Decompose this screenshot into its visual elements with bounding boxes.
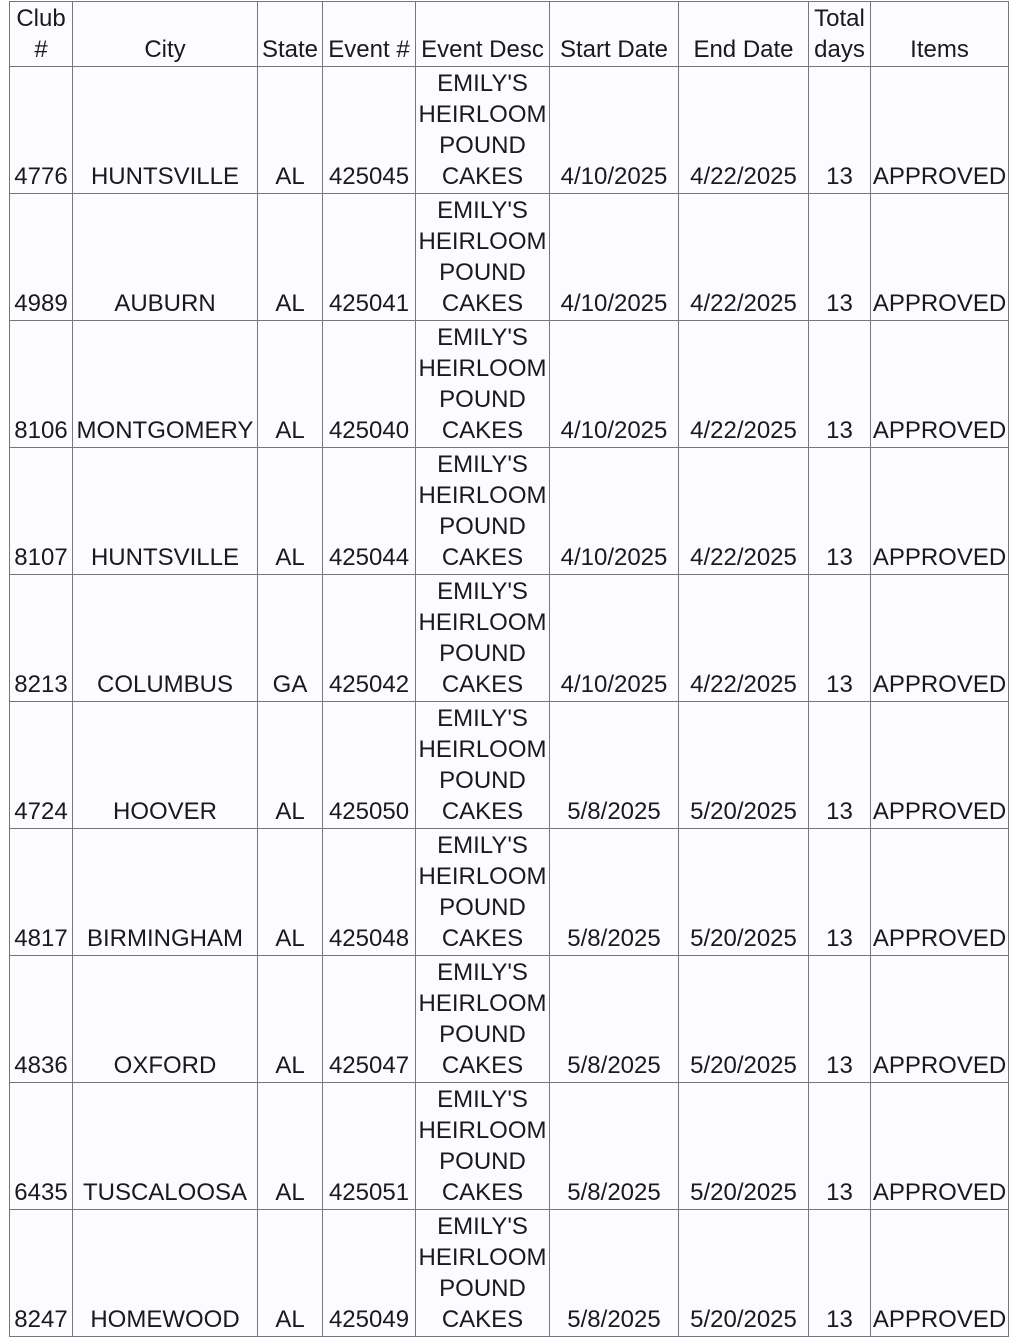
header-start-date[interactable]: Start Date bbox=[550, 2, 679, 67]
cell-items[interactable]: APPROVED bbox=[871, 448, 1009, 575]
cell-start-date[interactable]: 5/8/2025 bbox=[550, 1083, 679, 1210]
cell-state[interactable]: GA bbox=[258, 575, 323, 702]
header-event-number[interactable]: Event # bbox=[323, 2, 416, 67]
header-city[interactable]: City bbox=[73, 2, 258, 67]
table-row bbox=[10, 1210, 1009, 1337]
cell-event-number[interactable]: 425042 bbox=[323, 575, 416, 702]
cell-event-number[interactable]: 425051 bbox=[323, 1083, 416, 1210]
cell-start-date[interactable]: 4/10/2025 bbox=[550, 448, 679, 575]
header-items[interactable]: Items bbox=[871, 2, 1009, 67]
cell-event-desc[interactable]: EMILY'S HEIRLOOM POUND CAKES bbox=[416, 194, 550, 321]
cell-items[interactable]: APPROVED bbox=[871, 1210, 1009, 1337]
cell-items[interactable]: APPROVED bbox=[871, 1083, 1009, 1210]
cell-club[interactable]: 6435 bbox=[10, 1083, 73, 1210]
cell-club[interactable]: 8107 bbox=[10, 448, 73, 575]
cell-end-date[interactable]: 5/20/2025 bbox=[679, 1210, 809, 1337]
cell-items[interactable]: APPROVED bbox=[871, 194, 1009, 321]
cell-city[interactable]: MONTGOMERY bbox=[73, 321, 258, 448]
cell-total-days[interactable]: 13 bbox=[809, 448, 871, 575]
cell-city[interactable]: HOOVER bbox=[73, 702, 258, 829]
cell-state[interactable]: AL bbox=[258, 67, 323, 194]
cell-items[interactable]: APPROVED bbox=[871, 575, 1009, 702]
header-end-date[interactable]: End Date bbox=[679, 2, 809, 67]
cell-start-date[interactable]: 4/10/2025 bbox=[550, 321, 679, 448]
table-header bbox=[10, 2, 1009, 67]
table-row bbox=[10, 1083, 1009, 1210]
cell-end-date[interactable]: 4/22/2025 bbox=[679, 575, 809, 702]
header-total-days[interactable]: Total days bbox=[809, 2, 871, 67]
cell-event-number[interactable]: 425047 bbox=[323, 956, 416, 1083]
cell-total-days[interactable]: 13 bbox=[809, 1083, 871, 1210]
cell-total-days[interactable]: 13 bbox=[809, 575, 871, 702]
cell-city[interactable]: HUNTSVILLE bbox=[73, 448, 258, 575]
cell-end-date[interactable]: 4/22/2025 bbox=[679, 448, 809, 575]
cell-items[interactable]: APPROVED bbox=[871, 67, 1009, 194]
cell-state[interactable]: AL bbox=[258, 1210, 323, 1337]
cell-end-date[interactable]: 4/22/2025 bbox=[679, 67, 809, 194]
cell-city[interactable]: BIRMINGHAM bbox=[73, 829, 258, 956]
cell-club[interactable]: 4724 bbox=[10, 702, 73, 829]
cell-city[interactable]: HOMEWOOD bbox=[73, 1210, 258, 1337]
header-state[interactable]: State bbox=[258, 2, 323, 67]
cell-event-number[interactable]: 425044 bbox=[323, 448, 416, 575]
cell-start-date[interactable]: 4/10/2025 bbox=[550, 194, 679, 321]
table-row bbox=[10, 194, 1009, 321]
cell-start-date[interactable]: 5/8/2025 bbox=[550, 702, 679, 829]
cell-end-date[interactable]: 4/22/2025 bbox=[679, 321, 809, 448]
cell-end-date[interactable]: 5/20/2025 bbox=[679, 956, 809, 1083]
header-club[interactable]: Club # bbox=[10, 2, 73, 67]
header-row bbox=[10, 2, 1009, 67]
cell-state[interactable]: AL bbox=[258, 829, 323, 956]
cell-state[interactable]: AL bbox=[258, 702, 323, 829]
cell-total-days[interactable]: 13 bbox=[809, 1210, 871, 1337]
cell-club[interactable]: 4776 bbox=[10, 67, 73, 194]
cell-total-days[interactable]: 13 bbox=[809, 702, 871, 829]
cell-event-desc[interactable]: EMILY'S HEIRLOOM POUND CAKES bbox=[416, 702, 550, 829]
cell-start-date[interactable]: 5/8/2025 bbox=[550, 829, 679, 956]
table-body bbox=[10, 67, 1009, 1337]
cell-event-desc[interactable]: EMILY'S HEIRLOOM POUND CAKES bbox=[416, 956, 550, 1083]
cell-club[interactable]: 4817 bbox=[10, 829, 73, 956]
cell-total-days[interactable]: 13 bbox=[809, 194, 871, 321]
table-row bbox=[10, 829, 1009, 956]
cell-event-desc[interactable]: EMILY'S HEIRLOOM POUND CAKES bbox=[416, 448, 550, 575]
cell-club[interactable]: 8247 bbox=[10, 1210, 73, 1337]
cell-items[interactable]: APPROVED bbox=[871, 829, 1009, 956]
cell-start-date[interactable]: 5/8/2025 bbox=[550, 1210, 679, 1337]
cell-total-days[interactable]: 13 bbox=[809, 829, 871, 956]
cell-state[interactable]: AL bbox=[258, 1083, 323, 1210]
cell-event-number[interactable]: 425041 bbox=[323, 194, 416, 321]
cell-total-days[interactable]: 13 bbox=[809, 956, 871, 1083]
cell-end-date[interactable]: 5/20/2025 bbox=[679, 702, 809, 829]
cell-start-date[interactable]: 4/10/2025 bbox=[550, 575, 679, 702]
cell-city[interactable]: COLUMBUS bbox=[73, 575, 258, 702]
cell-event-desc[interactable]: EMILY'S HEIRLOOM POUND CAKES bbox=[416, 321, 550, 448]
cell-state[interactable]: AL bbox=[258, 194, 323, 321]
cell-city[interactable]: TUSCALOOSA bbox=[73, 1083, 258, 1210]
table-row bbox=[10, 321, 1009, 448]
cell-event-number[interactable]: 425045 bbox=[323, 67, 416, 194]
cell-city[interactable]: HUNTSVILLE bbox=[73, 67, 258, 194]
cell-start-date[interactable]: 4/10/2025 bbox=[550, 67, 679, 194]
cell-event-desc[interactable]: EMILY'S HEIRLOOM POUND CAKES bbox=[416, 575, 550, 702]
cell-club[interactable]: 4989 bbox=[10, 194, 73, 321]
cell-items[interactable]: APPROVED bbox=[871, 702, 1009, 829]
cell-state[interactable]: AL bbox=[258, 956, 323, 1083]
header-event-desc[interactable]: Event Desc bbox=[416, 2, 550, 67]
table-row bbox=[10, 448, 1009, 575]
cell-items[interactable]: APPROVED bbox=[871, 321, 1009, 448]
cell-end-date[interactable]: 5/20/2025 bbox=[679, 1083, 809, 1210]
cell-total-days[interactable]: 13 bbox=[809, 67, 871, 194]
table-row bbox=[10, 956, 1009, 1083]
cell-event-desc[interactable]: EMILY'S HEIRLOOM POUND CAKES bbox=[416, 1083, 550, 1210]
table-row bbox=[10, 575, 1009, 702]
cell-state[interactable]: AL bbox=[258, 448, 323, 575]
cell-event-number[interactable]: 425050 bbox=[323, 702, 416, 829]
cell-event-number[interactable]: 425040 bbox=[323, 321, 416, 448]
cell-end-date[interactable]: 5/20/2025 bbox=[679, 829, 809, 956]
cell-event-desc[interactable]: EMILY'S HEIRLOOM POUND CAKES bbox=[416, 829, 550, 956]
cell-club[interactable]: 4836 bbox=[10, 956, 73, 1083]
table-row bbox=[10, 67, 1009, 194]
cell-event-number[interactable]: 425049 bbox=[323, 1210, 416, 1337]
cell-city[interactable]: OXFORD bbox=[73, 956, 258, 1083]
cell-club[interactable]: 8106 bbox=[10, 321, 73, 448]
cell-city[interactable]: AUBURN bbox=[73, 194, 258, 321]
table-row bbox=[10, 702, 1009, 829]
cell-event-desc[interactable]: EMILY'S HEIRLOOM POUND CAKES bbox=[416, 67, 550, 194]
cell-event-desc[interactable]: EMILY'S HEIRLOOM POUND CAKES bbox=[416, 1210, 550, 1337]
cell-start-date[interactable]: 5/8/2025 bbox=[550, 956, 679, 1083]
cell-club[interactable]: 8213 bbox=[10, 575, 73, 702]
event-table bbox=[9, 1, 1009, 1337]
cell-total-days[interactable]: 13 bbox=[809, 321, 871, 448]
cell-state[interactable]: AL bbox=[258, 321, 323, 448]
cell-event-number[interactable]: 425048 bbox=[323, 829, 416, 956]
cell-end-date[interactable]: 4/22/2025 bbox=[679, 194, 809, 321]
cell-items[interactable]: APPROVED bbox=[871, 956, 1009, 1083]
